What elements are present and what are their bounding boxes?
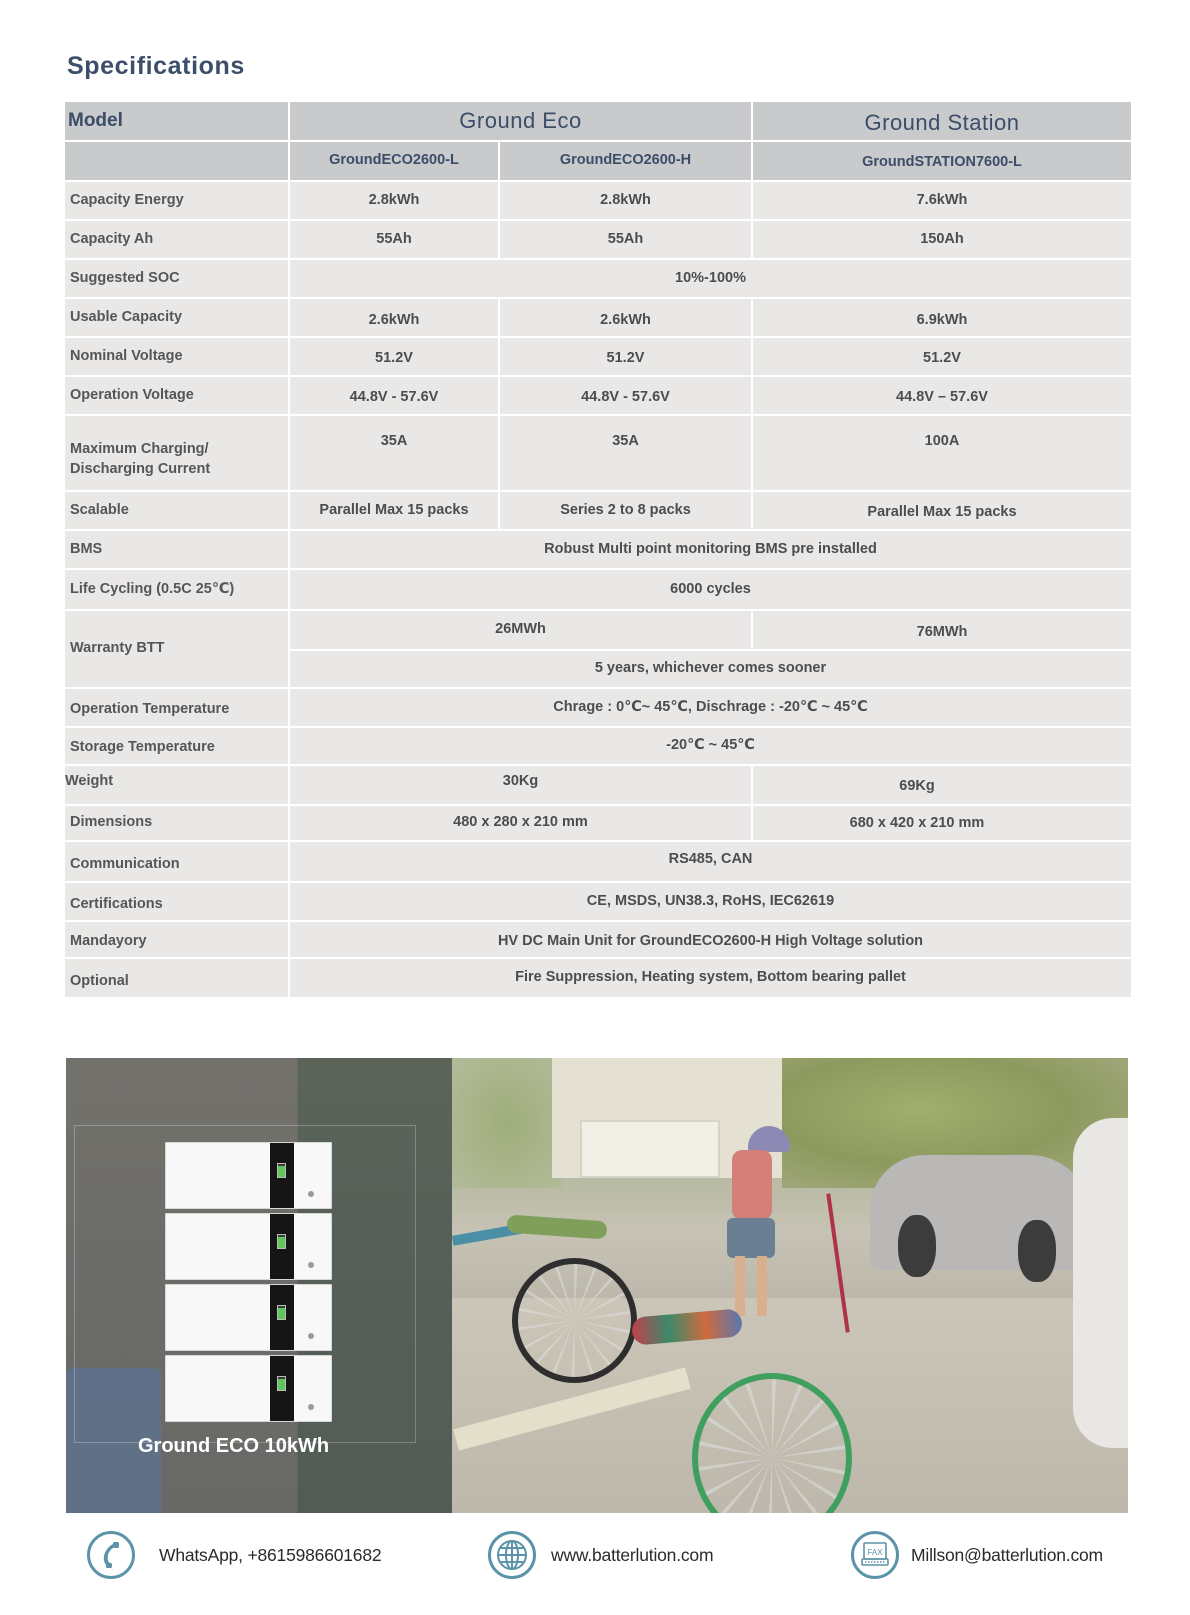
row-label-storage-temperature: Storage Temperature (65, 728, 288, 764)
cell-operation-voltage-eco-h: 44.8V - 57.6V (500, 377, 751, 414)
header-sku-eco-h: GroundECO2600-H (500, 142, 751, 180)
cell-optional: Fire Suppression, Heating system, Bottom bearing pallet (290, 959, 1131, 997)
cell-suggested-soc: 10%-100% (290, 260, 1131, 297)
cell-max-current-eco-h: 35A (500, 416, 751, 490)
row-label-max-current (65, 416, 288, 490)
phone-icon (87, 1531, 135, 1579)
battery-module (165, 1284, 332, 1351)
cell-operation-voltage-eco-l: 44.8V - 57.6V (290, 377, 498, 414)
battery-switch-icon (308, 1404, 314, 1410)
battery-level-icon (277, 1234, 286, 1249)
battery-level-icon (277, 1305, 286, 1320)
bike-handlebar (506, 1215, 607, 1240)
battery-display-panel (270, 1143, 294, 1208)
cell-max-current-station-l: 100A (753, 416, 1131, 490)
cell-scalable-eco-h: Series 2 to 8 packs (500, 492, 751, 529)
cell-max-current-eco-l: 35A (290, 416, 498, 490)
cell-nominal-voltage-station-l: 51.2V (753, 338, 1131, 375)
row-label-suggested-soc: Suggested SOC (65, 260, 288, 297)
battery-level-icon (277, 1163, 286, 1178)
cell-certifications: CE, MSDS, UN38.3, RoHS, IEC62619 (290, 883, 1131, 920)
product-photo (66, 1058, 1128, 1513)
parked-car-image (1073, 1118, 1128, 1448)
cell-capacity-energy-eco-h: 2.8kWh (500, 182, 751, 219)
svg-text:FAX: FAX (867, 1548, 883, 1557)
row-label-usable-capacity: Usable Capacity (65, 299, 288, 336)
cell-scalable-station-l: Parallel Max 15 packs (753, 492, 1131, 529)
cell-capacity-energy-station-l: 7.6kWh (753, 182, 1131, 219)
garage-photo-overlay (66, 1058, 452, 1513)
row-label-nominal-voltage: Nominal Voltage (65, 338, 288, 375)
car-wheel (898, 1215, 936, 1277)
cell-warranty-btt-eco: 26MWh (290, 611, 751, 649)
bike-wheel (512, 1258, 637, 1383)
cell-warranty-term: 5 years, whichever comes sooner (290, 651, 1131, 687)
cell-usable-capacity-eco-l: 2.6kWh (290, 299, 498, 336)
child-leg (735, 1256, 745, 1316)
cell-dimensions-eco: 480 x 280 x 210 mm (290, 806, 751, 840)
cell-mandatory: HV DC Main Unit for GroundECO2600-H High Voltage solution (290, 922, 1131, 957)
battery-stack-image (165, 1142, 332, 1426)
battery-display-panel (270, 1356, 294, 1421)
battery-switch-icon (308, 1333, 314, 1339)
car-wheel (1018, 1220, 1056, 1282)
trees-left (452, 1058, 562, 1188)
cell-life-cycling: 6000 cycles (290, 570, 1131, 609)
header-group-ground-station: Ground Station (753, 102, 1131, 140)
garage-door-image (580, 1120, 720, 1178)
row-label-bms: BMS (65, 531, 288, 568)
row-label-weight: Weight (65, 766, 288, 804)
fax-icon (851, 1531, 899, 1579)
cell-capacity-ah-station-l: 150Ah (753, 221, 1131, 258)
car-image (870, 1155, 1090, 1270)
battery-display-panel (270, 1214, 294, 1279)
cell-operation-temperature: Chrage : 0℃~ 45℃, Dischrage : -20℃ ~ 45℃ (290, 689, 1131, 726)
header-group-ground-eco: Ground Eco (290, 102, 751, 140)
cell-communication: RS485, CAN (290, 842, 1131, 881)
battery-module (165, 1213, 332, 1280)
cell-nominal-voltage-eco-h: 51.2V (500, 338, 751, 375)
cell-bms: Robust Multi point monitoring BMS pre installed (290, 531, 1131, 568)
driveway-scene-image (452, 1058, 1128, 1513)
row-label-warranty-btt: Warranty BTT (65, 611, 288, 687)
footer-website[interactable] (488, 1530, 713, 1580)
battery-module (165, 1355, 332, 1422)
battery-module (165, 1142, 332, 1209)
email-link[interactable]: Millson@batterlution.com (911, 1544, 1103, 1565)
header-sku-station-l: GroundSTATION7600-L (753, 142, 1131, 180)
cell-capacity-ah-eco-l: 55Ah (290, 221, 498, 258)
header-sku-eco-l: GroundECO2600-L (290, 142, 498, 180)
row-label-mandatory: Mandayory (65, 922, 288, 957)
row-label-capacity-energy: Capacity Energy (65, 182, 288, 219)
cell-operation-voltage-station-l: 44.8V – 57.6V (753, 377, 1131, 414)
header-model-label: Model (65, 102, 288, 140)
child-skirt-image (727, 1218, 775, 1258)
row-label-dimensions: Dimensions (65, 806, 288, 840)
cell-usable-capacity-eco-h: 2.6kWh (500, 299, 751, 336)
whatsapp-number: WhatsApp, +8615986601682 (159, 1544, 382, 1565)
child-leg (757, 1256, 767, 1316)
specifications-table (65, 102, 1128, 997)
cell-warranty-btt-station: 76MWh (753, 611, 1131, 649)
cell-nominal-voltage-eco-l: 51.2V (290, 338, 498, 375)
row-label-max-current-line1: Maximum Charging/ (70, 441, 209, 458)
battery-level-icon (277, 1376, 286, 1391)
cell-scalable-eco-l: Parallel Max 15 packs (290, 492, 498, 529)
photo-caption: Ground ECO 10kWh (138, 1435, 330, 1457)
row-label-operation-temperature: Operation Temperature (65, 689, 288, 726)
page-title: Specifications (67, 52, 245, 80)
cell-weight-station: 69Kg (753, 766, 1131, 804)
row-label-certifications: Certifications (65, 883, 288, 920)
row-label-life-cycling: Life Cycling (0.5C 25℃) (65, 570, 288, 609)
row-label-max-current-line2: Discharging Current (70, 461, 211, 477)
row-label-operation-voltage: Operation Voltage (65, 377, 288, 414)
cell-capacity-energy-eco-l: 2.8kWh (290, 182, 498, 219)
header-blank (65, 142, 288, 180)
cell-storage-temperature: -20℃ ~ 45℃ (290, 728, 1131, 764)
cell-dimensions-station: 680 x 420 x 210 mm (753, 806, 1131, 840)
battery-display-panel (270, 1285, 294, 1350)
row-label-communication: Communication (65, 842, 288, 881)
battery-switch-icon (308, 1191, 314, 1197)
row-label-capacity-ah: Capacity Ah (65, 221, 288, 258)
website-link[interactable]: www.batterlution.com (551, 1544, 714, 1565)
footer-whatsapp[interactable] (87, 1530, 381, 1580)
cell-usable-capacity-station-l: 6.9kWh (753, 299, 1131, 336)
battery-switch-icon (308, 1262, 314, 1268)
globe-icon (488, 1531, 536, 1579)
row-label-scalable: Scalable (65, 492, 288, 529)
child-image (732, 1150, 772, 1220)
row-label-optional: Optional (65, 959, 288, 997)
cell-capacity-ah-eco-h: 55Ah (500, 221, 751, 258)
footer-email[interactable] (851, 1530, 1103, 1580)
cell-weight-eco: 30Kg (290, 766, 751, 804)
